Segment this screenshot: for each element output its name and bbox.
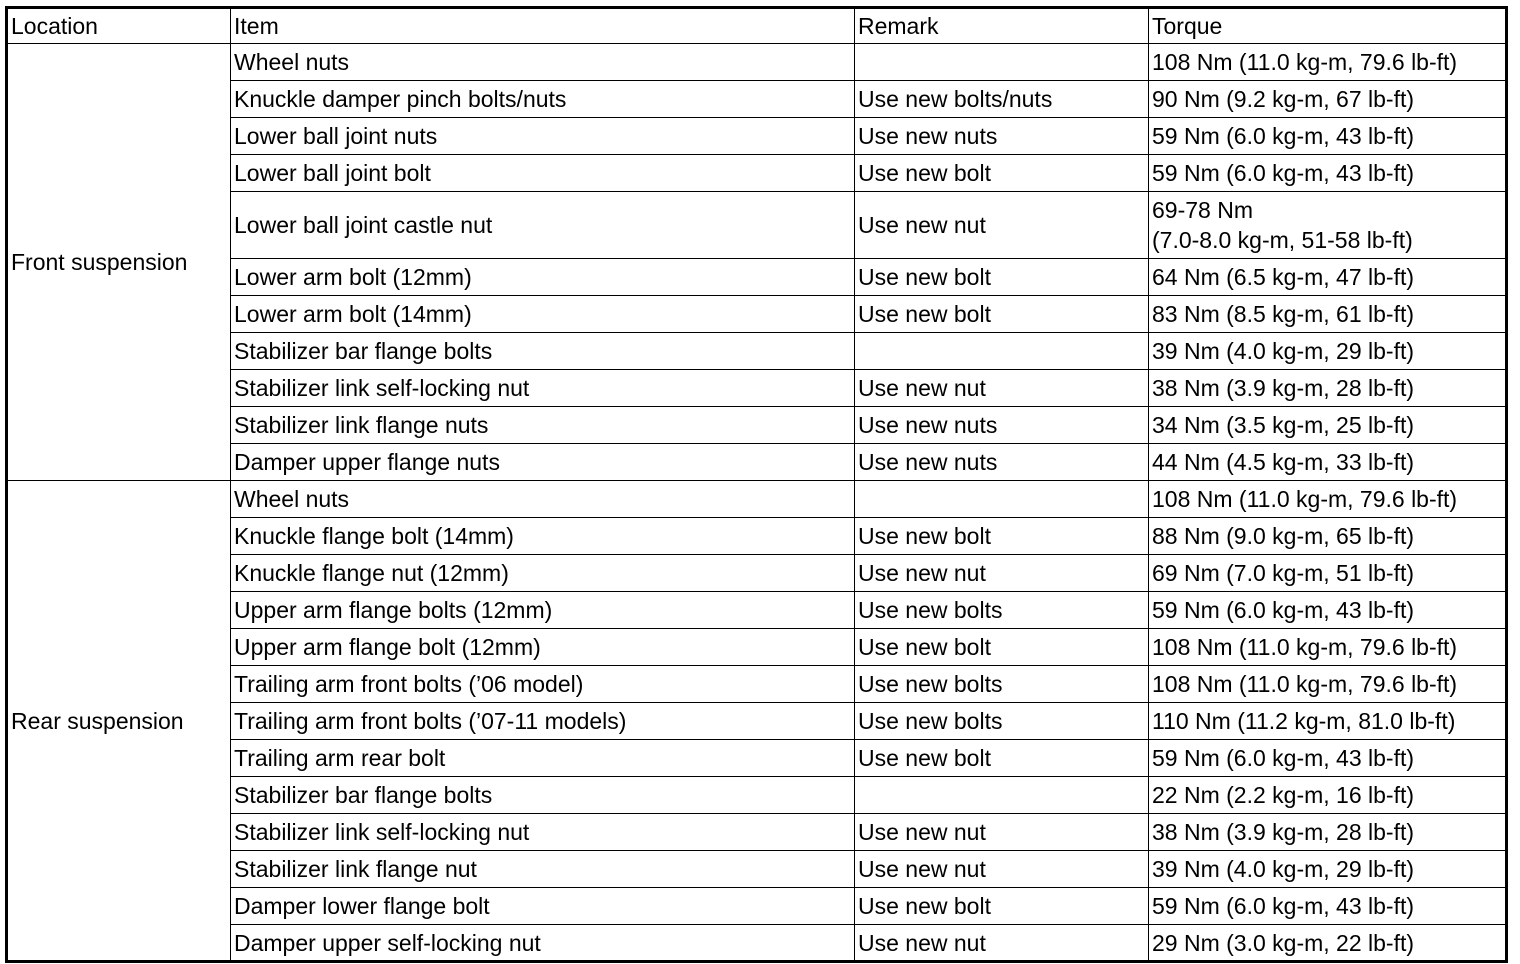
item-cell: Knuckle damper pinch bolts/nuts [231,81,855,118]
table-row [7,703,1507,740]
item-cell: Stabilizer bar flange bolts [231,777,855,814]
table-row [7,814,1507,851]
torque-value: 59 Nm (6.0 kg-m, 43 lb-ft) [1152,123,1415,149]
table-row [7,481,1507,518]
torque-cell [1149,703,1507,740]
torque-value: (7.0-8.0 kg-m, 51-58 lb-ft) [1152,227,1413,253]
torque-spec-table [5,6,1508,963]
torque-value: 44 Nm (4.5 kg-m, 33 lb-ft) [1152,449,1415,475]
table-row [7,666,1507,703]
item-cell: Damper lower flange bolt [231,888,855,925]
torque-value: 59 Nm (6.0 kg-m, 43 lb-ft) [1152,893,1415,919]
item-cell: Wheel nuts [231,44,855,81]
torque-value: 88 Nm (9.0 kg-m, 65 lb-ft) [1152,523,1415,549]
item-cell: Trailing arm front bolts (’07-11 models) [231,703,855,740]
torque-cell [1149,407,1507,444]
torque-cell [1149,925,1507,962]
table-row [7,259,1507,296]
item-cell: Upper arm flange bolts (12mm) [231,592,855,629]
torque-value: 90 Nm (9.2 kg-m, 67 lb-ft) [1152,86,1415,112]
table-row [7,192,1507,259]
torque-cell [1149,518,1507,555]
torque-cell [1149,44,1507,81]
torque-cell [1149,444,1507,481]
remark-cell: Use new bolts [855,666,1149,703]
torque-value: 39 Nm (4.0 kg-m, 29 lb-ft) [1152,856,1415,882]
torque-value: 108 Nm (11.0 kg-m, 79.6 lb-ft) [1152,671,1458,697]
remark-cell [855,44,1149,81]
remark-cell: Use new nuts [855,444,1149,481]
item-cell: Lower ball joint castle nut [231,192,855,259]
item-cell: Trailing arm front bolts (’06 model) [231,666,855,703]
torque-value: 59 Nm (6.0 kg-m, 43 lb-ft) [1152,160,1415,186]
header-item: Item [231,8,855,44]
torque-cell [1149,777,1507,814]
remark-cell: Use new nut [855,851,1149,888]
item-cell: Wheel nuts [231,481,855,518]
location-cell: Rear suspension [7,481,231,962]
table-row [7,333,1507,370]
torque-cell [1149,155,1507,192]
remark-cell [855,777,1149,814]
remark-cell: Use new bolts [855,703,1149,740]
torque-cell [1149,592,1507,629]
torque-cell [1149,629,1507,666]
item-cell: Stabilizer link self-locking nut [231,370,855,407]
header-row [7,8,1507,44]
table-row [7,518,1507,555]
torque-value: 108 Nm (11.0 kg-m, 79.6 lb-ft) [1152,634,1458,660]
torque-cell [1149,666,1507,703]
table-row [7,81,1507,118]
table-row [7,296,1507,333]
item-cell: Knuckle flange nut (12mm) [231,555,855,592]
item-cell: Lower arm bolt (14mm) [231,296,855,333]
table-row [7,118,1507,155]
torque-value: 69-78 Nm [1152,197,1253,223]
torque-value: 59 Nm (6.0 kg-m, 43 lb-ft) [1152,597,1415,623]
torque-cell [1149,370,1507,407]
item-cell: Stabilizer bar flange bolts [231,333,855,370]
remark-cell: Use new nut [855,555,1149,592]
remark-cell: Use new bolts/nuts [855,81,1149,118]
table-row [7,740,1507,777]
torque-value: 108 Nm (11.0 kg-m, 79.6 lb-ft) [1152,49,1458,75]
torque-cell [1149,481,1507,518]
header-torque: Torque [1149,8,1507,44]
remark-cell [855,333,1149,370]
header-location: Location [7,8,231,44]
torque-value: 64 Nm (6.5 kg-m, 47 lb-ft) [1152,264,1415,290]
remark-cell: Use new nut [855,814,1149,851]
table-row [7,44,1507,81]
torque-value: 22 Nm (2.2 kg-m, 16 lb-ft) [1152,782,1415,808]
remark-cell: Use new bolt [855,518,1149,555]
item-cell: Upper arm flange bolt (12mm) [231,629,855,666]
torque-value: 108 Nm (11.0 kg-m, 79.6 lb-ft) [1152,486,1458,512]
item-cell: Stabilizer link flange nuts [231,407,855,444]
torque-cell [1149,740,1507,777]
remark-cell: Use new bolt [855,296,1149,333]
torque-cell [1149,851,1507,888]
item-cell: Lower arm bolt (12mm) [231,259,855,296]
location-cell: Front suspension [7,44,231,481]
torque-value: 59 Nm (6.0 kg-m, 43 lb-ft) [1152,745,1415,771]
table-row [7,925,1507,962]
remark-cell: Use new nuts [855,118,1149,155]
torque-value: 83 Nm (8.5 kg-m, 61 lb-ft) [1152,301,1415,327]
torque-cell [1149,555,1507,592]
torque-value: 38 Nm (3.9 kg-m, 28 lb-ft) [1152,819,1415,845]
remark-cell: Use new nut [855,192,1149,259]
table-row [7,555,1507,592]
item-cell: Stabilizer link self-locking nut [231,814,855,851]
item-cell: Stabilizer link flange nut [231,851,855,888]
torque-cell [1149,81,1507,118]
torque-value: 69 Nm (7.0 kg-m, 51 lb-ft) [1152,560,1415,586]
item-cell: Damper upper flange nuts [231,444,855,481]
remark-cell: Use new bolts [855,592,1149,629]
item-cell: Damper upper self-locking nut [231,925,855,962]
torque-value: 29 Nm (3.0 kg-m, 22 lb-ft) [1152,929,1415,956]
torque-cell [1149,814,1507,851]
table-row [7,444,1507,481]
remark-cell [855,481,1149,518]
remark-cell: Use new bolt [855,259,1149,296]
table-row [7,592,1507,629]
item-cell: Trailing arm rear bolt [231,740,855,777]
torque-value: 38 Nm (3.9 kg-m, 28 lb-ft) [1152,375,1415,401]
header-remark: Remark [855,8,1149,44]
torque-cell [1149,192,1507,259]
remark-cell: Use new nut [855,370,1149,407]
torque-value: 39 Nm (4.0 kg-m, 29 lb-ft) [1152,338,1415,364]
torque-cell [1149,259,1507,296]
table-row [7,851,1507,888]
item-cell: Lower ball joint bolt [231,155,855,192]
torque-cell [1149,296,1507,333]
table-row [7,155,1507,192]
remark-cell: Use new nut [855,925,1149,962]
table-row [7,629,1507,666]
table-row [7,777,1507,814]
remark-cell: Use new bolt [855,155,1149,192]
remark-cell: Use new bolt [855,740,1149,777]
table-row [7,370,1507,407]
table-row [7,407,1507,444]
torque-value: 110 Nm (11.2 kg-m, 81.0 lb-ft) [1152,708,1456,734]
torque-cell [1149,118,1507,155]
table-row [7,888,1507,925]
item-cell: Knuckle flange bolt (14mm) [231,518,855,555]
torque-value: 34 Nm (3.5 kg-m, 25 lb-ft) [1152,412,1415,438]
table-body [7,8,1507,962]
torque-cell [1149,333,1507,370]
item-cell: Lower ball joint nuts [231,118,855,155]
remark-cell: Use new bolt [855,888,1149,925]
torque-cell [1149,888,1507,925]
remark-cell: Use new bolt [855,629,1149,666]
remark-cell: Use new nuts [855,407,1149,444]
